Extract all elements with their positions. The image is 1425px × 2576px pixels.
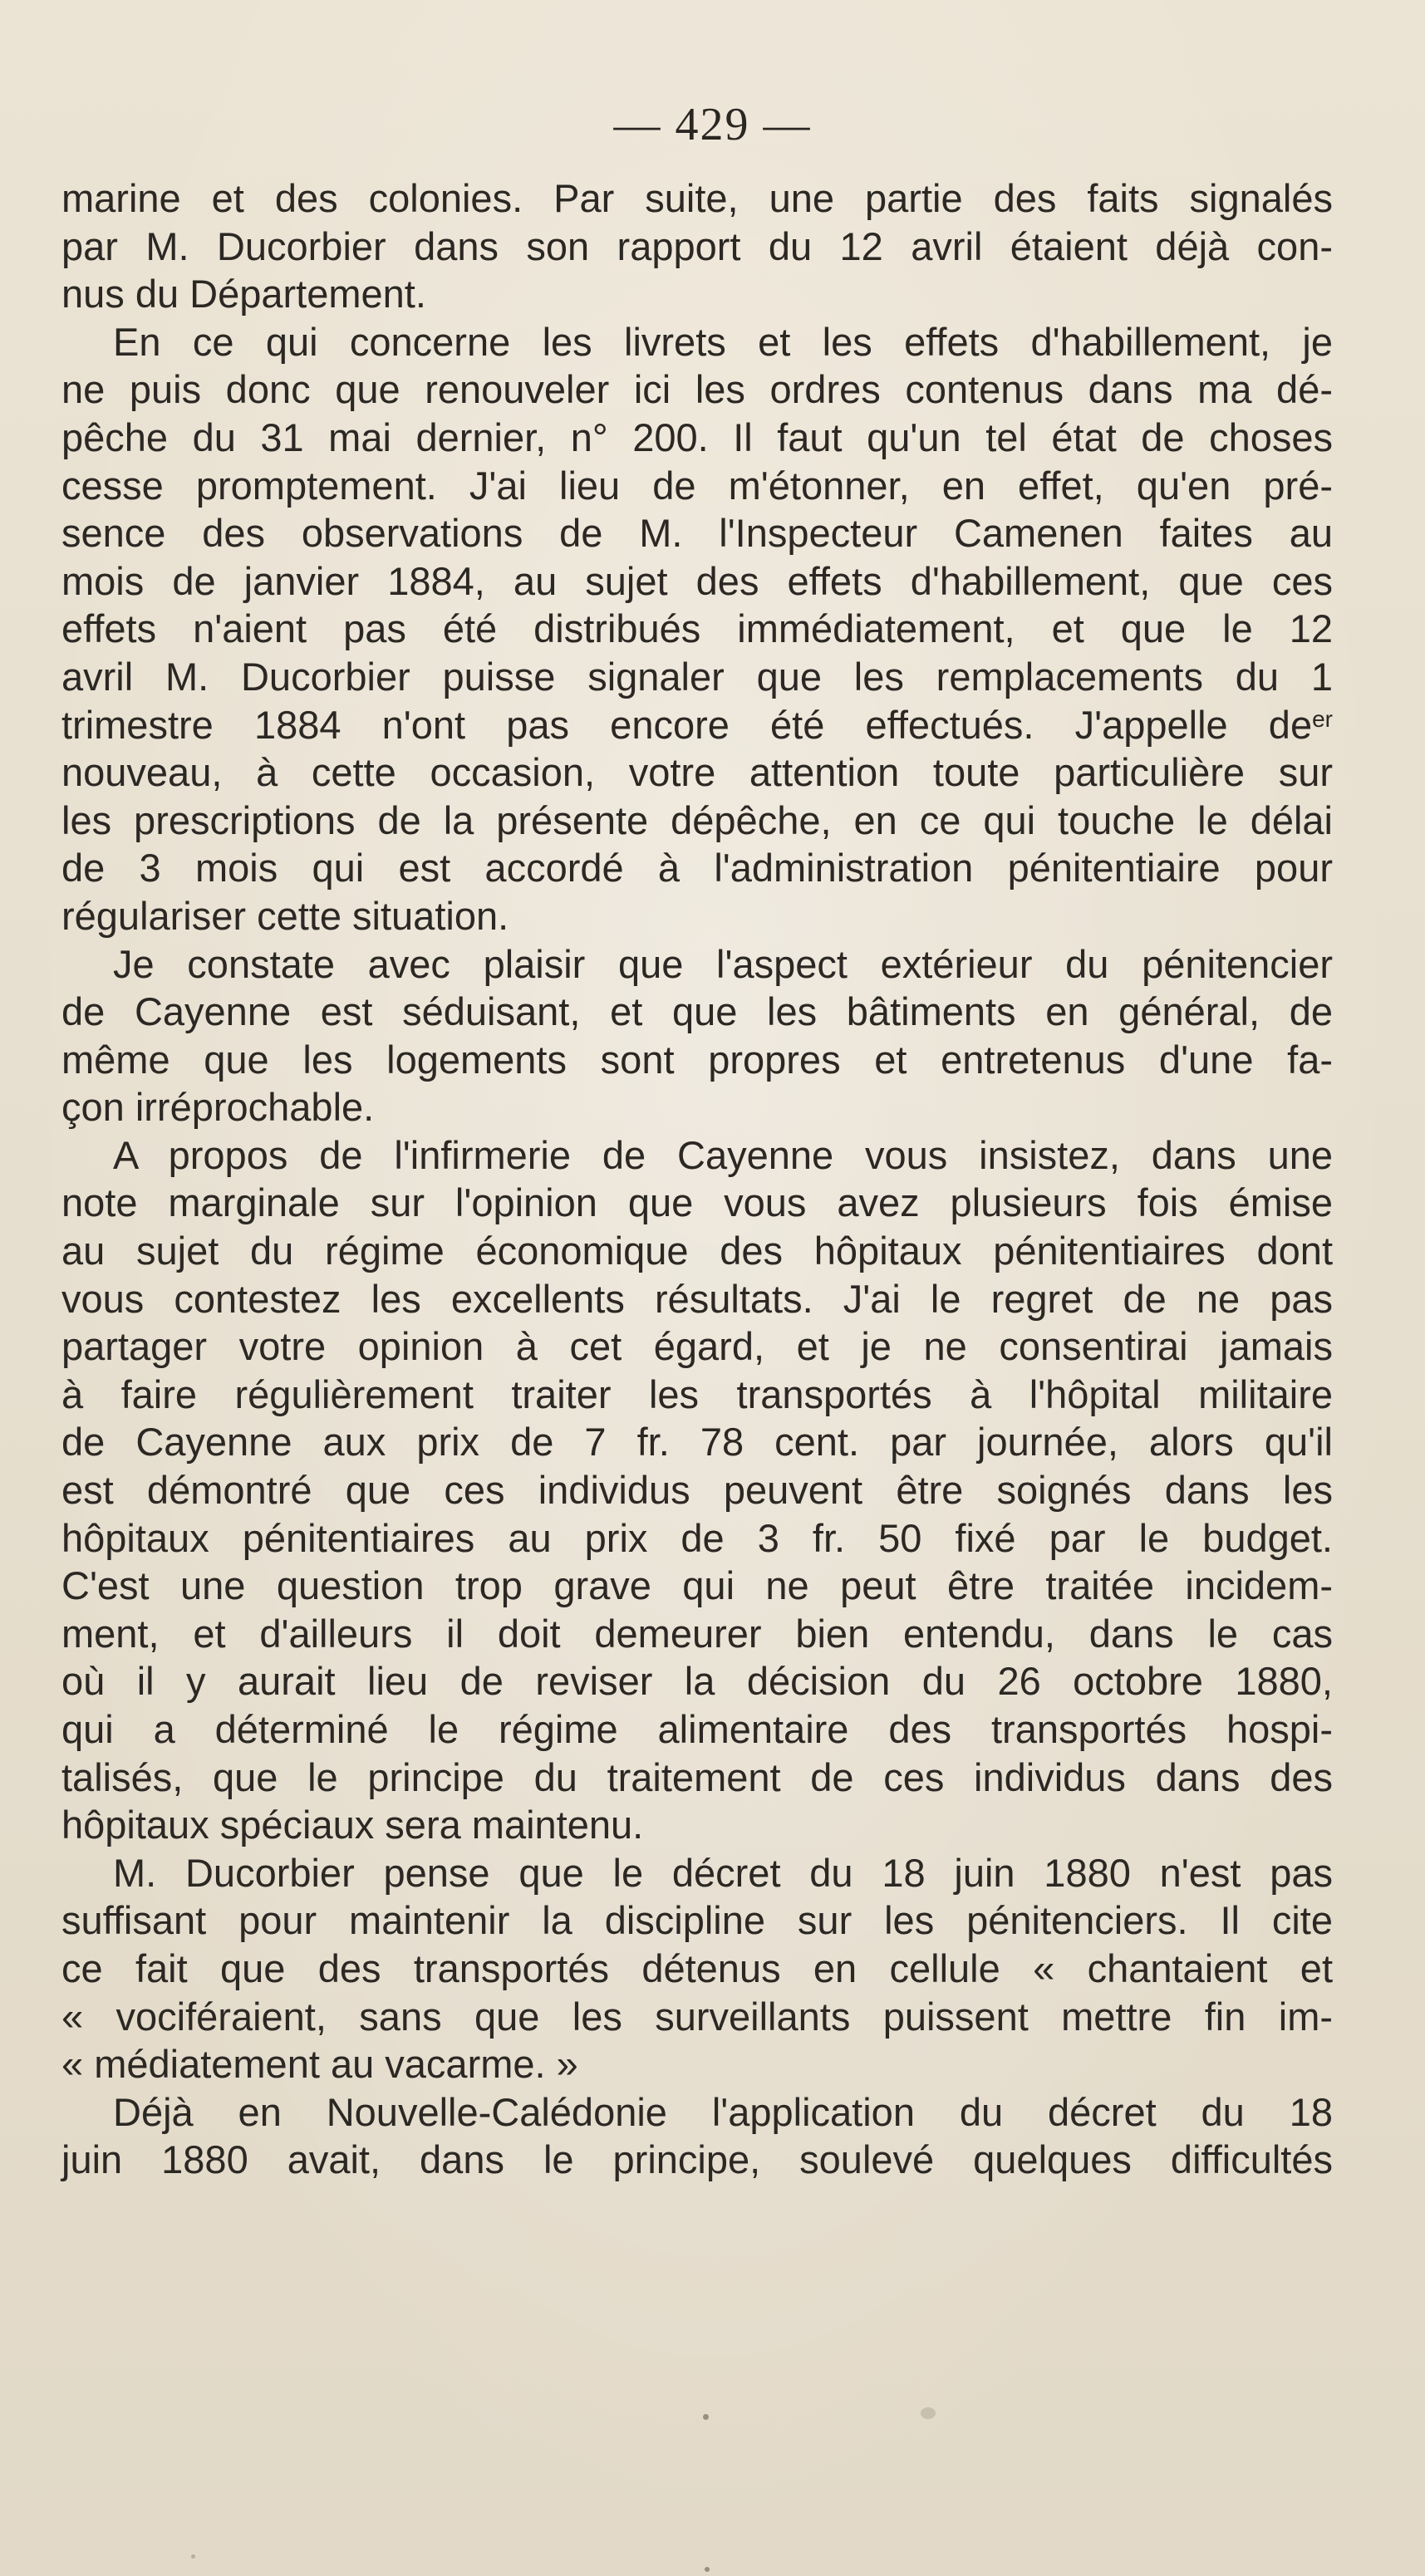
text-line: de Cayenne aux prix de 7 fr. 78 cent. par journée, alors qu'il (61, 1420, 1333, 1465)
text-line: cesse promptement. J'ai lieu de m'étonner, en effet, qu'en pré- (61, 463, 1333, 508)
text-line: de Cayenne est séduisant, et que les bâtiments en général, de (61, 989, 1333, 1034)
text-line: En ce qui concerne les livrets et les effets d'habillement, je (113, 319, 1333, 364)
text-line: marine et des colonies. Par suite, une partie des faits signalés (61, 176, 1333, 220)
text-line: suffisant pour maintenir la discipline sur les pénitenciers. Il cite (61, 1898, 1333, 1943)
text-line: qui a déterminé le régime alimentaire des transportés hospi- (61, 1707, 1333, 1751)
text-line: ce fait que des transportés détenus en cellule « chantaient et (61, 1945, 1333, 1990)
text-line: ne puis donc que renouveler ici les ordres contenus dans ma dé- (61, 367, 1333, 412)
text-line: M. Ducorbier pense que le décret du 18 juin 1880 n'est pas (113, 1850, 1333, 1895)
text-line: avril M. Ducorbier puisse signaler que les remplacements du 1 (61, 654, 1333, 699)
text-line: hôpitaux spéciaux sera maintenu. (61, 1803, 644, 1847)
text-line: Je constate avec plaisir que l'aspect extérieur du pénitencier (113, 941, 1333, 986)
text-line: C'est une question trop grave qui ne peut être traitée incidem- (61, 1563, 1333, 1608)
paper-speck (705, 2567, 710, 2572)
text-line: régulariser cette situation. (61, 893, 509, 938)
text-line: par M. Ducorbier dans son rapport du 12 avril étaient déjà con- (61, 223, 1333, 268)
text-line: pêche du 31 mai dernier, n° 200. Il faut qu'un tel état de choses (61, 415, 1333, 459)
text-line: les prescriptions de la présente dépêche, en ce qui touche le délai (61, 797, 1333, 842)
text-line: ment, et d'ailleurs il doit demeurer bien entendu, dans le cas (61, 1611, 1333, 1656)
text-line: trimestre 1884 n'ont pas encore été effectués. J'appelle $de^{er}$ (61, 702, 1333, 747)
text-line: mois de janvier 1884, au sujet des effets d'habillement, que ces (61, 558, 1333, 603)
paper-speck (703, 2414, 709, 2420)
text-line: au sujet du régime économique des hôpitaux pénitentiaires dont (61, 1229, 1333, 1273)
paper-speck (921, 2407, 936, 2419)
text-line: « vociféraient, sans que les surveillants puissent mettre fin im- (61, 1994, 1333, 2039)
text-line: de 3 mois qui est accordé à l'administration pénitentiaire pour (61, 846, 1333, 891)
text-line: sence des observations de M. l'Inspecteur Camenen faites au (61, 511, 1333, 556)
text-line: Déjà en Nouvelle-Calédonie l'application du décret du 18 (113, 2089, 1333, 2134)
superscript: er (1312, 705, 1333, 732)
text-line: où il y aurait lieu de reviser la décision du 26 octobre 1880, (61, 1659, 1333, 1704)
text-line: partager votre opinion à cet égard, et je ne consentirai jamais (61, 1324, 1333, 1369)
text-line: A propos de l'infirmerie de Cayenne vous insistez, dans une (113, 1132, 1333, 1177)
text-line: même que les logements sont propres et entretenus d'une fa- (61, 1037, 1333, 1082)
text-line: çon irréprochable. (61, 1085, 375, 1130)
text-line: est démontré que ces individus peuvent être soignés dans les (61, 1468, 1333, 1513)
text-line: à faire régulièrement traiter les transportés à l'hôpital militaire (61, 1371, 1333, 1416)
text-line: « médiatement au vacarme. » (61, 2042, 578, 2087)
text-line: vous contestez les excellents résultats. J'ai le regret de ne pas (61, 1276, 1333, 1321)
text-line: effets n'aient pas été distribués immédiatement, et que le 12 (61, 606, 1333, 651)
text-line: hôpitaux pénitentiaires au prix de 3 fr. 50 fixé par le budget. (61, 1515, 1333, 1560)
text-line: talisés, que le principe du traitement de ces individus dans des (61, 1754, 1333, 1799)
body-text (61, 174, 1333, 2184)
page-number: — 429 — (613, 99, 812, 150)
text-line: juin 1880 avait, dans le principe, soulevé quelques difficultés (61, 2137, 1333, 2182)
text-line: note marginale sur l'opinion que vous avez plusieurs fois émise (61, 1180, 1333, 1225)
paper-speck (191, 2554, 195, 2559)
text-line: nus du Département. (61, 272, 426, 316)
text-line: nouveau, à cette occasion, votre attention toute particulière sur (61, 750, 1333, 795)
